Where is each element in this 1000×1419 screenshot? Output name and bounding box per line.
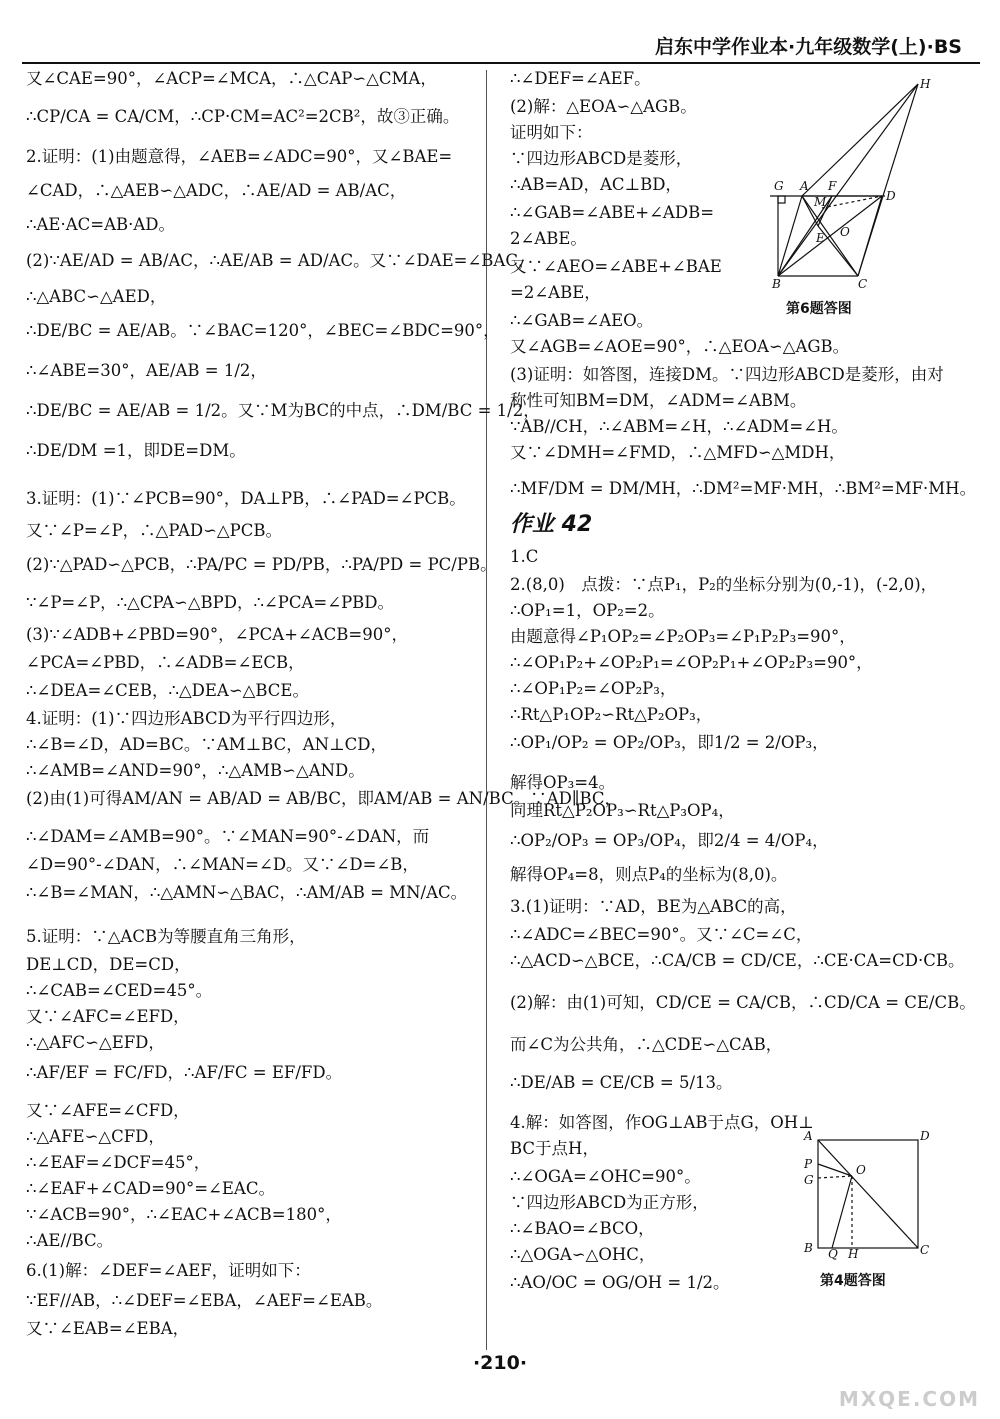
text-line: ∴OP₁/OP₂ = OP₂/OP₃，即1/2 = 2/OP₃，	[510, 733, 829, 752]
text-line: 4.解：如答图，作OG⊥AB于点G，OH⊥	[510, 1113, 814, 1132]
fig6-label-a: A	[800, 179, 809, 193]
text-line: (2)∵△PAD∽△PCB，∴PA/PC = PD/PB，∴PA/PD = PC/PB。	[26, 555, 497, 574]
fig4-label-d: D	[920, 1129, 930, 1143]
figure-6-caption: 第6题答图	[786, 301, 852, 317]
text-line: ∴∠EAF=∠DCF=45°，	[26, 1153, 211, 1172]
text-line: (2)∵AE/AD = AB/AC，∴AE/AB = AD/AC。又∵∠DAE=∠BAC，	[26, 251, 535, 270]
text-line: ∴△AFC∽△EFD，	[26, 1033, 165, 1052]
text-line: (3)∵∠ADB+∠PBD=90°，∠PCA+∠ACB=90°，	[26, 625, 408, 644]
text-line: 又∵∠DMH=∠FMD，∴△MFD∽△MDH，	[510, 443, 846, 462]
fig4-label-h: H	[848, 1247, 859, 1261]
fig4-line-og	[818, 1176, 852, 1178]
text-line: 6.(1)解：∠DEF=∠AEF，证明如下：	[26, 1261, 311, 1280]
text-line: 解得OP₃=4。	[510, 773, 616, 792]
text-line: 证明如下：	[510, 123, 593, 142]
fig4-line-qo	[832, 1176, 852, 1248]
fig6-line-bh	[778, 84, 918, 276]
text-line: ∴∠CAB=∠CED=45°。	[26, 981, 213, 1000]
text-line: 3.(1)证明：∵AD，BE为△ABC的高，	[510, 897, 797, 916]
text-line: ∴OP₁=1，OP₂=2。	[510, 601, 665, 620]
text-line: ∴AE//BC。	[26, 1231, 114, 1250]
text-line: 5.证明：∵△ACB为等腰直角三角形，	[26, 927, 306, 946]
text-line: ∴∠B=∠MAN，∴△AMN∽△BAC，∴AM/AB = MN/AC。	[26, 883, 468, 902]
text-line: ∴△OGA∽△OHC，	[510, 1245, 656, 1264]
text-line: ∵EF//AB，∴∠DEF=∠EBA，∠AEF=∠EAB。	[26, 1291, 383, 1310]
text-line: 同理Rt△P₂OP₃∽Rt△P₃OP₄，	[510, 801, 735, 820]
text-line: 称性可知BM=DM，∠ADM=∠ABM。	[510, 391, 807, 410]
text-line: 又∵∠AFC=∠EFD，	[26, 1007, 190, 1026]
text-line: ∴△ABC∽△AED，	[26, 287, 167, 306]
text-line: 2.(8,0) 点拨：∵点P₁，P₂的坐标分别为(0,-1)，(-2,0)，	[510, 575, 938, 594]
text-line: 又∵∠EAB=∠EBA，	[26, 1319, 190, 1338]
fig4-label-b: B	[804, 1241, 813, 1255]
text-line: (2)解：由(1)可知，CD/CE = CA/CB，∴CD/CA = CE/CB。	[510, 993, 976, 1012]
figure-4-caption: 第4题答图	[820, 1273, 886, 1289]
text-line: ∴∠OGA=∠OHC=90°。	[510, 1167, 701, 1186]
text-line: 又∵∠AFE=∠CFD，	[26, 1101, 190, 1120]
text-line: ∴OP₂/OP₃ = OP₃/OP₄，即2/4 = 4/OP₄，	[510, 831, 829, 850]
fig6-label-e: E	[816, 231, 825, 245]
text-line: ∴AF/EF = FC/FD，∴AF/FC = EF/FD。	[26, 1063, 343, 1082]
text-line: ∵AB//CH，∴∠ABM=∠H，∴∠ADM=∠H。	[510, 417, 848, 436]
text-line: ∴DE/DM =1，即DE=DM。	[26, 441, 246, 460]
text-line: ∴DE/BC = AE/AB。∵∠BAC=120°，∠BEC=∠BDC=90°，	[26, 321, 500, 340]
text-line: =2∠ABE，	[510, 283, 601, 302]
figure-4-diagram	[800, 1128, 930, 1261]
text-line: ∴∠OP₁P₂+∠OP₂P₁=∠OP₂P₁+∠OP₂P₃=90°，	[510, 653, 873, 672]
text-line: ∠PCA=∠PBD，∴∠ADB=∠ECB，	[26, 653, 305, 672]
fig4-label-g: G	[804, 1173, 814, 1187]
fig4-label-c: C	[920, 1243, 930, 1257]
book-title: 启东中学作业本·九年级数学(上)·BS	[655, 36, 962, 58]
text-line: 解得OP₄=8，则点P₄的坐标为(8,0)。	[510, 865, 788, 884]
text-line: ∠CAD，∴△AEB∽△ADC，∴AE/AD = AB/AC，	[26, 181, 407, 200]
fig6-line-bd	[778, 196, 882, 276]
text-line: 1.C	[510, 547, 539, 566]
page-number: ·210·	[472, 1352, 528, 1374]
fig6-label-g: G	[774, 179, 784, 193]
figure-6-diagram	[760, 76, 940, 291]
text-line: 由题意得∠P₁OP₂=∠P₂OP₃=∠P₁P₂P₃=90°，	[510, 627, 856, 646]
text-line: BC于点H，	[510, 1139, 599, 1158]
fig6-label-f: F	[828, 179, 837, 193]
text-line: 又∵∠AEO=∠ABE+∠BAE	[510, 257, 722, 276]
fig4-label-o: O	[856, 1163, 866, 1177]
fig4-label-q: Q	[828, 1247, 838, 1261]
text-line: ∴MF/DM = DM/MH，∴DM²=MF·MH，∴BM²=MF·MH。	[510, 479, 977, 498]
fig6-label-b: B	[772, 277, 781, 291]
page-header	[22, 28, 980, 64]
fig4-label-p: P	[804, 1157, 813, 1171]
fig6-label-o: O	[840, 225, 850, 239]
text-line: 又∵∠P=∠P，∴△PAD∽△PCB。	[26, 521, 282, 540]
text-line: DE⊥CD，DE=CD，	[26, 955, 191, 974]
text-line: ∴DE/BC = AE/AB = 1/2。又∵M为BC的中点，∴DM/BC = 1/2，	[26, 401, 540, 420]
fig6-line-ba	[778, 196, 802, 276]
fig6-label-h: H	[920, 77, 931, 91]
text-line: ∴∠BAO=∠BCO，	[510, 1219, 655, 1238]
text-line: 3.证明：(1)∵∠PCB=90°，DA⊥PB，∴∠PAD=∠PCB。	[26, 489, 466, 508]
text-line: ∴AO/OC = OG/OH = 1/2。	[510, 1273, 730, 1292]
watermark: MXQE.COM	[838, 1387, 980, 1411]
text-line: ∴DE/AB = CE/CB = 5/13。	[510, 1073, 733, 1092]
text-line: (2)解：△EOA∽△AGB。	[510, 97, 697, 116]
text-line: ∵四边形ABCD为正方形，	[510, 1193, 709, 1212]
text-line: ∴∠DEF=∠AEF。	[510, 69, 651, 88]
text-line: 又∠AGB=∠AOE=90°，∴△EOA∽△AGB。	[510, 337, 850, 356]
fig6-label-d: D	[886, 189, 896, 203]
text-line: 而∠C为公共角，∴△CDE∽△CAB，	[510, 1035, 783, 1054]
text-line: 作业 42	[510, 512, 593, 537]
fig6-right-angle	[778, 196, 785, 203]
text-line: 2∠ABE。	[510, 229, 587, 248]
text-line: ∴∠GAB=∠AEO。	[510, 311, 654, 330]
text-line: ∵四边形ABCD是菱形，	[510, 149, 693, 168]
text-line: 又∠CAE=90°，∠ACP=∠MCA，∴△CAP∽△CMA，	[26, 69, 437, 88]
fig4-line-po	[818, 1164, 852, 1176]
text-line: 2.证明：(1)由题意得，∠AEB=∠ADC=90°，又∠BAE=	[26, 147, 453, 166]
text-line: ∴AE·AC=AB·AD。	[26, 215, 175, 234]
text-line: ∴Rt△P₁OP₂∽Rt△P₂OP₃，	[510, 705, 713, 724]
text-line: ∴∠DAM=∠AMB=90°。∵∠MAN=90°-∠DAN，而	[26, 827, 430, 846]
text-line: ∵∠P=∠P，∴△CPA∽△BPD，∴∠PCA=∠PBD。	[26, 593, 395, 612]
text-line: ∴∠OP₁P₂=∠OP₂P₃，	[510, 679, 677, 698]
text-line: ∠D=90°-∠DAN，∴∠MAN=∠D。又∵∠D=∠B，	[26, 855, 419, 874]
fig4-diagonal-ac	[818, 1140, 918, 1248]
fig6-label-m: M	[814, 195, 827, 209]
fig6-label-c: C	[858, 277, 868, 291]
text-line: ∴△ACD∽△BCE，∴CA/CB = CD/CE，∴CE·CA=CD·CB。	[510, 951, 965, 970]
text-line: ∴∠GAB=∠ABE+∠ADB=	[510, 203, 715, 222]
text-line: ∴AB=AD，AC⊥BD，	[510, 175, 682, 194]
text-line: ∵∠ACB=90°，∴∠EAC+∠ACB=180°，	[26, 1205, 342, 1224]
text-line: ∴CP/CA = CA/CM，∴CP·CM=AC²=2CB²，故③正确。	[26, 107, 460, 126]
text-line: 4.证明：(1)∵四边形ABCD为平行四边形，	[26, 709, 347, 728]
text-line: ∴△AFE∽△CFD，	[26, 1127, 165, 1146]
fig4-label-a: A	[804, 1129, 813, 1143]
text-line: ∴∠EAF+∠CAD=90°=∠EAC。	[26, 1179, 275, 1198]
text-line: ∴∠AMB=∠AND=90°，∴△AMB∽△AND。	[26, 761, 365, 780]
text-line: ∴∠DEA=∠CEB，∴△DEA∽△BCE。	[26, 681, 309, 700]
text-line: ∴∠ABE=30°，AE/AB = 1/2，	[26, 361, 267, 380]
text-line: ∴∠ADC=∠BEC=90°。又∵∠C=∠C，	[510, 925, 813, 944]
text-line: (3)证明：如答图，连接DM。∵四边形ABCD是菱形，由对	[510, 365, 944, 384]
text-line: (2)由(1)可得AM/AN = AB/AD = AB/BC，即AM/AB = AN/BC。∵AD∥BC，	[26, 789, 622, 808]
text-line: ∴∠B=∠D，AD=BC。∵AM⊥BC，AN⊥CD，	[26, 735, 387, 754]
